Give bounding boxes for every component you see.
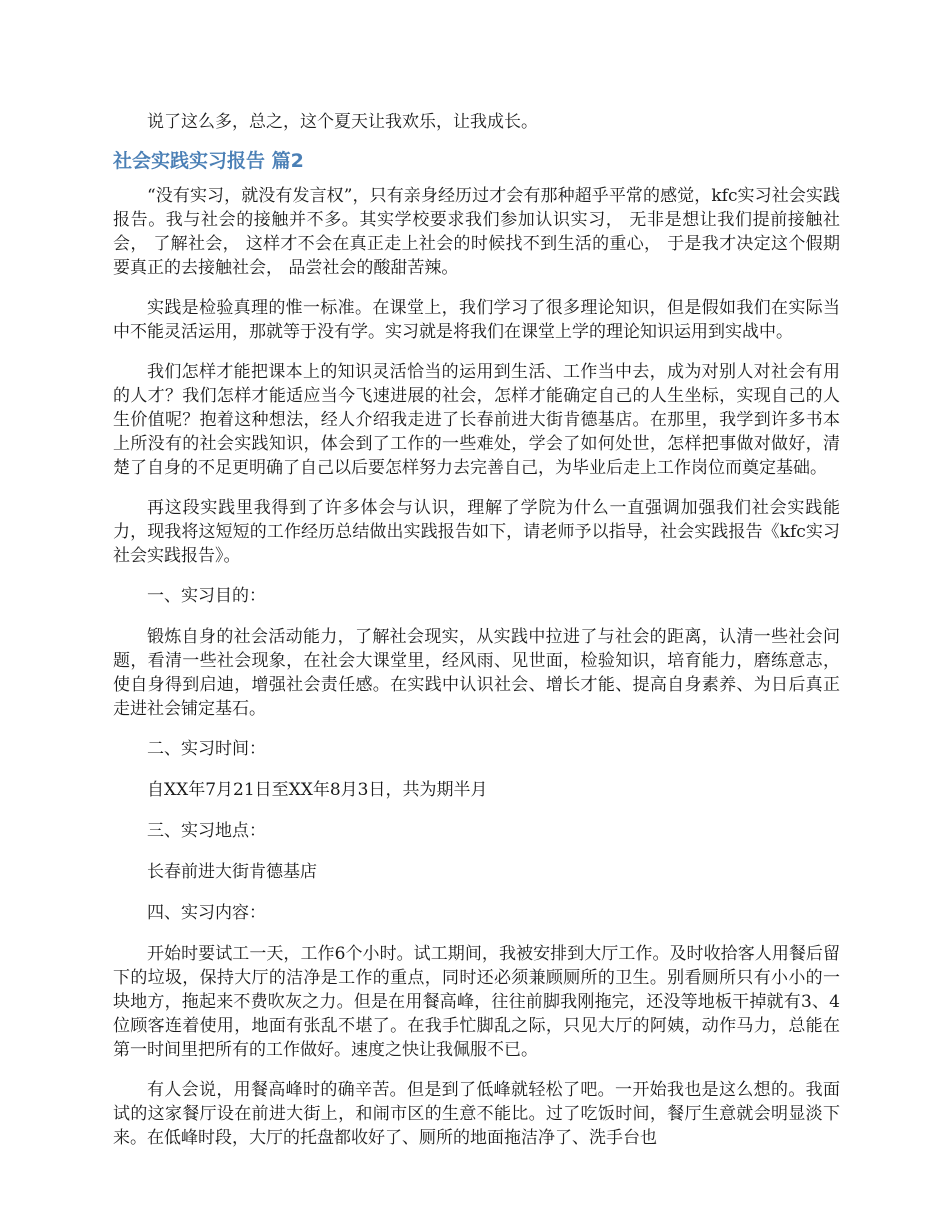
paragraph: 有人会说，用餐高峰时的确辛苦。但是到了低峰就轻松了吧。一开始我也是这么想的。我面试的这家餐厅设在前进大街上，和闹市区的生意不能比。过了吃饭时间，餐厅生意就会明显淡下来。在低峰时段，大厅的托盘都收好了、厕所的地面拖洁净了、洗手台也 (113, 1080, 840, 1148)
intro-paragraph: 说了这么多，总之，这个夏天让我欢乐，让我成长。 (147, 112, 538, 132)
paragraph: “没有实习，就没有发言权”，只有亲身经历过才会有那种超乎平常的感觉，kfc实习社会实践报告。我与社会的接触并不多。其实学校要求我们参加认识实习， 无非是想让我们提前接触社会， 了解社会， 这样才不会在真正走上社会的时候找不到生活的重心， 于是我才决定这个假期要真正的去接触社会， 品尝社会的酸甜苦辣。 (113, 186, 840, 278)
paragraph: 锻炼自身的社会活动能力，了解社会现实，从实践中拉进了与社会的距离，认清一些社会问题，看清一些社会现象，在社会大课堂里，经风雨、见世面，检验知识，培育能力，磨练意志，使自身得到启迪，增强社会责任感。在实践中认识社会、增长才能、提高自身素养、为日后真正走进社会铺定基石。 (113, 627, 840, 719)
paragraph: 我们怎样才能把课本上的知识灵活恰当的运用到生活、工作当中去，成为对别人对社会有用的人才？我们怎样才能适应当今飞速进展的社会，怎样才能确定自己的人生坐标，实现自己的人生价值呢？抱着这种想法，经人介绍我走进了长春前进大街肯德基店。在那里，我学到许多书本上所没有的社会实践知识，体会到了工作的一些难处，学会了如何处世，怎样把事做对做好，清楚了自身的不足更明确了自己以后要怎样努力去完善自己，为毕业后走上工作岗位而奠定基础。 (113, 362, 840, 478)
section-heading: 社会实践实习报告 篇2 (113, 150, 304, 172)
paragraph: 自XX年7月21日至XX年8月3日，共为期半月 (147, 780, 488, 800)
paragraph: 实践是检验真理的惟一标准。在课堂上，我们学习了很多理论知识，但是假如我们在实际当中不能灵活运用，那就等于没有学。实习就是将我们在课堂上学的理论知识运用到实战中。 (113, 298, 840, 342)
subheading-time: 二、实习时间： (147, 739, 266, 759)
paragraph: 开始时要试工一天，工作6个小时。试工期间，我被安排到大厅工作。及时收拾客人用餐后留下的垃圾，保持大厅的洁净是工作的重点，同时还必须兼顾厕所的卫生。别看厕所只有小小的一块地方，拖起来不费吹灰之力。但是在用餐高峰，往往前脚我刚拖完，还没等地板干掉就有3、4位顾客连着使用，地面有张乱不堪了。在我手忙脚乱之际，只见大厅的阿姨，动作马力，总能在第一时间里把所有的工作做好。速度之快让我佩服不已。 (113, 944, 840, 1060)
subheading-purpose: 一、实习目的： (147, 586, 266, 606)
subheading-content: 四、实习内容： (147, 903, 266, 923)
paragraph: 长春前进大街肯德基店 (147, 862, 317, 882)
paragraph: 再这段实践里我得到了许多体会与认识，理解了学院为什么一直强调加强我们社会实践能力，现我将这短短的工作经历总结做出实践报告如下，请老师予以指导，社会实践报告《kfc实习社会实践报告》。 (113, 498, 840, 566)
subheading-location: 三、实习地点： (147, 821, 266, 841)
